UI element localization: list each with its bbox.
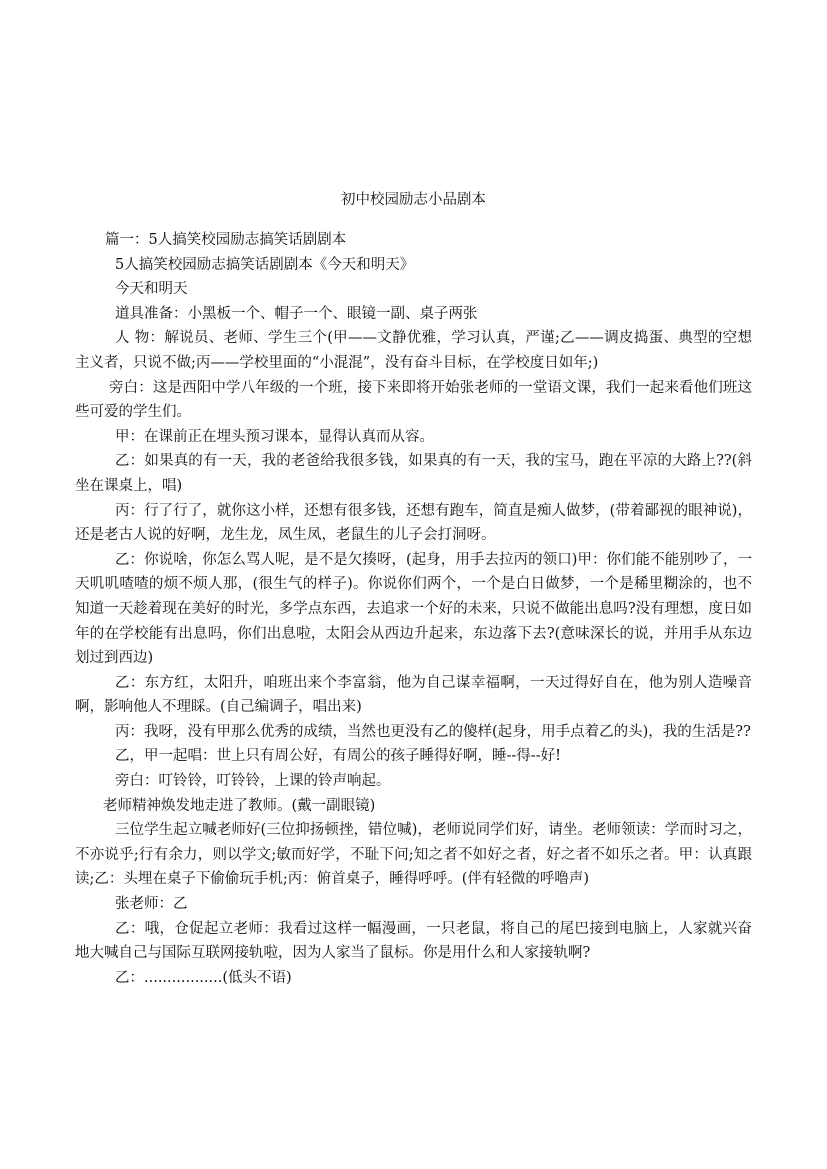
dialogue-paragraph: 乙：哦，仓促起立老师：我看过这样一幅漫画，一只老鼠，将自己的尾巴接到电脑上，人家就兴奋地大喊自己与国际互联网接轨啦，因为人家当了鼠标。你是用什么和人家接轨啊? <box>75 920 752 962</box>
dialogue-paragraph: 乙：如果真的有一天，我的老爸给我很多钱，如果真的有一天，我的宝马，跑在平凉的大路上??(斜坐在课桌上，唱) <box>75 453 752 494</box>
dialogue-paragraph: 丙：行了行了，就你这小样，还想有很多钱，还想有跑车，简直是痴人做梦，(带着鄙视的眼神说)，还是老古人说的好啊，龙生龙，凤生凤，老鼠生的儿子会打洞呀。 <box>75 502 752 544</box>
script-title: 5人搞笑校园励志搞笑话剧剧本《今天和明天》 <box>115 256 415 273</box>
dialogue-paragraph: 甲：在课前正在埋头预习课本，显得认真而从容。 <box>115 428 434 445</box>
characters-paragraph: 人 物：解说员、老师、学生三个(甲——文静优雅，学习认真，严谨;乙——调皮捣蛋、典型的空想主义者，只说不做;丙——学校里面的“小混混”，没有奋斗目标，在学校度日如年;) <box>75 330 752 371</box>
dialogue-paragraph: 乙：你说啥，你怎么骂人呢，是不是欠揍呀，(起身，用手去拉丙的领口)甲：你们能不能别吵了，一天叽叽喳喳的烦不烦人那，(很生气的样子)。你说你们两个，一个是白日做梦，一个是稀里糊涂的，也不知道一天趁着现在美好的时光，多学点东西，去追求一个好的未来，只说不做能出息吗?没有理想，度日如年的在学校能有出息吗，你们出息啦，太阳会从西边升起来，东边落下去?(意味深长的说，并用手从东边划过到西边) <box>75 551 752 667</box>
stage-direction-paragraph: 三位学生起立喊老师好(三位抑扬顿挫，错位喊)，老师说同学们好，请坐。老师领读：学而时习之，不亦说乎;行有余力，则以学文;敏而好学，不耻下问;知之者不如好之者，好之者不如乐之者。甲：认真跟读;乙：头埋在桌子下偷偷玩手机;丙：俯首桌子，睡得呼呼。(伴有轻微的呼噜声) <box>75 822 752 888</box>
script-subtitle: 今天和明天 <box>115 281 188 298</box>
narration-paragraph: 旁白：叮铃铃，叮铃铃，上课的铃声响起。 <box>115 773 391 790</box>
stage-direction-paragraph: 老师精神焕发地走进了教师。(戴一副眼镜) <box>103 797 376 814</box>
dialogue-paragraph: 乙：东方红，太阳升，咱班出来个李富翁，他为自己谋幸福啊，一天过得好自在，他为别人造噪音啊，影响他人不理睬。(自己编调子，唱出来) <box>75 674 752 716</box>
narration-paragraph: 旁白：这是西阳中学八年级的一个班，接下来即将开始张老师的一堂语文课，我们一起来看他们班这些可爱的学生们。 <box>75 379 752 421</box>
props-line: 道具准备：小黑板一个、帽子一个、眼镜一副、桌子两张 <box>115 305 478 322</box>
dialogue-paragraph: 乙：.................(低头不语) <box>115 969 292 986</box>
document-title: 初中校园励志小品剧本 <box>341 192 486 208</box>
section-heading: 篇一：5人搞笑校园励志搞笑话剧剧本 <box>105 232 347 248</box>
dialogue-paragraph: 乙，甲一起唱：世上只有周公好，有周公的孩子睡得好啊，睡--得--好! <box>115 748 561 765</box>
document-body <box>75 228 752 990</box>
dialogue-paragraph: 丙：我呀，没有甲那么优秀的成绩，当然也更没有乙的傻样(起身，用手点着乙的头)，我的生活是?? <box>115 723 751 740</box>
dialogue-paragraph: 张老师：乙 <box>115 896 188 913</box>
